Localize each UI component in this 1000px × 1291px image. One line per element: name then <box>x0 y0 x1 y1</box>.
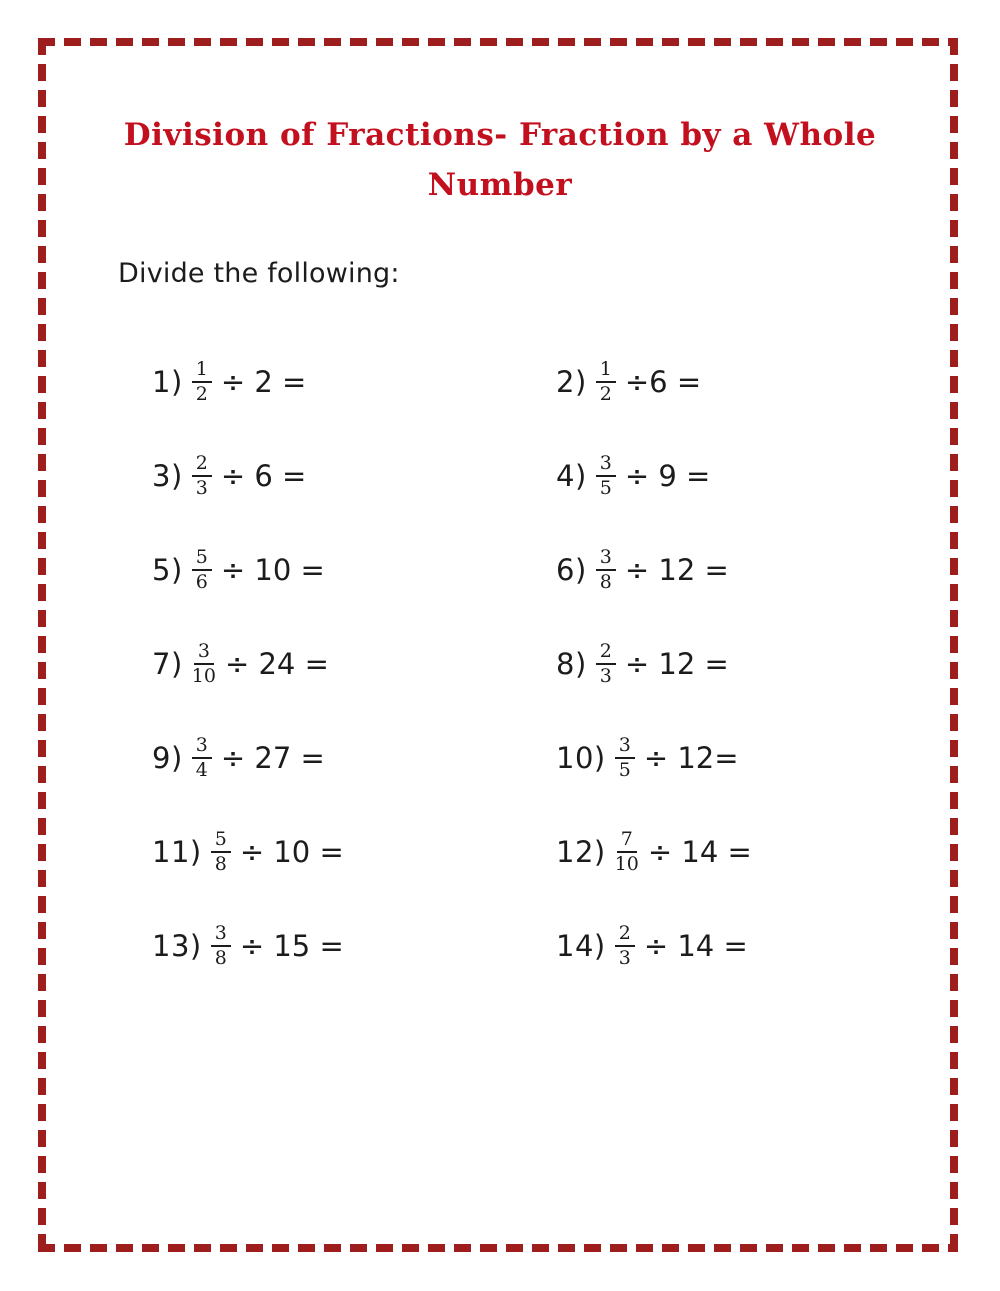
fraction-numerator: 7 <box>617 829 637 853</box>
fraction-denominator: 4 <box>195 759 208 781</box>
fraction-denominator: 8 <box>214 853 227 875</box>
fraction-numerator: 3 <box>596 453 616 477</box>
fraction-denominator: 2 <box>599 383 612 405</box>
problem-5 <box>152 547 556 594</box>
problem-number: 3) <box>152 459 183 493</box>
problem-number: 2) <box>556 365 587 399</box>
fraction <box>596 547 616 594</box>
problem-number: 13) <box>152 929 202 963</box>
problem-expression: ÷ 14 = <box>647 835 752 869</box>
problem-expression: ÷ 24 = <box>224 647 329 681</box>
dashed-border-bottom <box>38 1244 958 1252</box>
problem-8 <box>556 641 936 688</box>
problem-6 <box>556 547 936 594</box>
page-title-line1: Division of Fractions- Fraction by a Whole <box>123 117 877 153</box>
problem-number: 1) <box>152 365 183 399</box>
fraction <box>192 735 212 782</box>
fraction-denominator: 3 <box>599 665 612 687</box>
fraction-denominator: 5 <box>599 477 612 499</box>
fraction <box>596 453 616 500</box>
fraction-numerator: 2 <box>596 641 616 665</box>
fraction-numerator: 3 <box>192 735 212 759</box>
fraction <box>211 923 231 970</box>
problem-expression: ÷ 9 = <box>624 459 711 493</box>
problem-number: 7) <box>152 647 183 681</box>
fraction-numerator: 3 <box>596 547 616 571</box>
problem-number: 11) <box>152 835 202 869</box>
problem-10 <box>556 735 936 782</box>
problem-12 <box>556 829 936 876</box>
page-title-line2: Number <box>427 167 573 204</box>
problem-expression: ÷ 10 = <box>239 835 344 869</box>
problem-expression: ÷ 14 = <box>643 929 748 963</box>
problem-expression: ÷ 10 = <box>220 553 325 587</box>
problem-expression: ÷ 12 = <box>624 553 729 587</box>
page-title <box>60 110 940 210</box>
fraction-denominator: 6 <box>195 571 208 593</box>
fraction-numerator: 3 <box>211 923 231 947</box>
fraction-denominator: 8 <box>214 947 227 969</box>
dashed-border-right <box>950 38 958 1252</box>
fraction <box>596 641 616 688</box>
problems-grid <box>152 335 936 993</box>
problem-expression: ÷ 15 = <box>239 929 344 963</box>
instruction-text: Divide the following: <box>118 258 400 289</box>
fraction <box>596 359 616 406</box>
fraction <box>615 735 635 782</box>
problem-11 <box>152 829 556 876</box>
fraction-numerator: 5 <box>192 547 212 571</box>
problem-number: 8) <box>556 647 587 681</box>
problem-1 <box>152 359 556 406</box>
problem-13 <box>152 923 556 970</box>
problem-14 <box>556 923 936 970</box>
problem-7 <box>152 641 556 688</box>
problem-4 <box>556 453 936 500</box>
problem-expression: ÷ 27 = <box>220 741 325 775</box>
fraction <box>192 547 212 594</box>
fraction-numerator: 2 <box>192 453 212 477</box>
problem-expression: ÷6 = <box>624 365 702 399</box>
fraction-numerator: 1 <box>596 359 616 383</box>
fraction <box>211 829 231 876</box>
fraction-numerator: 3 <box>615 735 635 759</box>
problem-9 <box>152 735 556 782</box>
fraction <box>192 641 216 688</box>
dashed-border-left <box>38 38 46 1252</box>
fraction-numerator: 5 <box>211 829 231 853</box>
fraction-denominator: 10 <box>614 853 639 875</box>
fraction-numerator: 2 <box>615 923 635 947</box>
problem-number: 9) <box>152 741 183 775</box>
problem-number: 5) <box>152 553 183 587</box>
problem-expression: ÷ 2 = <box>220 365 307 399</box>
fraction-numerator: 3 <box>194 641 214 665</box>
problem-number: 6) <box>556 553 587 587</box>
problem-number: 4) <box>556 459 587 493</box>
fraction-denominator: 3 <box>195 477 208 499</box>
problem-expression: ÷ 12 = <box>624 647 729 681</box>
fraction <box>192 453 212 500</box>
problem-expression: ÷ 12= <box>643 741 739 775</box>
problem-2 <box>556 359 936 406</box>
fraction-denominator: 8 <box>599 571 612 593</box>
problem-number: 12) <box>556 835 606 869</box>
problem-number: 10) <box>556 741 606 775</box>
fraction-denominator: 2 <box>195 383 208 405</box>
fraction <box>615 923 635 970</box>
fraction-numerator: 1 <box>192 359 212 383</box>
problem-3 <box>152 453 556 500</box>
fraction-denominator: 3 <box>618 947 631 969</box>
fraction <box>192 359 212 406</box>
fraction-denominator: 10 <box>191 665 216 687</box>
problem-expression: ÷ 6 = <box>220 459 307 493</box>
dashed-border-top <box>38 38 958 46</box>
problem-number: 14) <box>556 929 606 963</box>
fraction <box>615 829 639 876</box>
fraction-denominator: 5 <box>618 759 631 781</box>
